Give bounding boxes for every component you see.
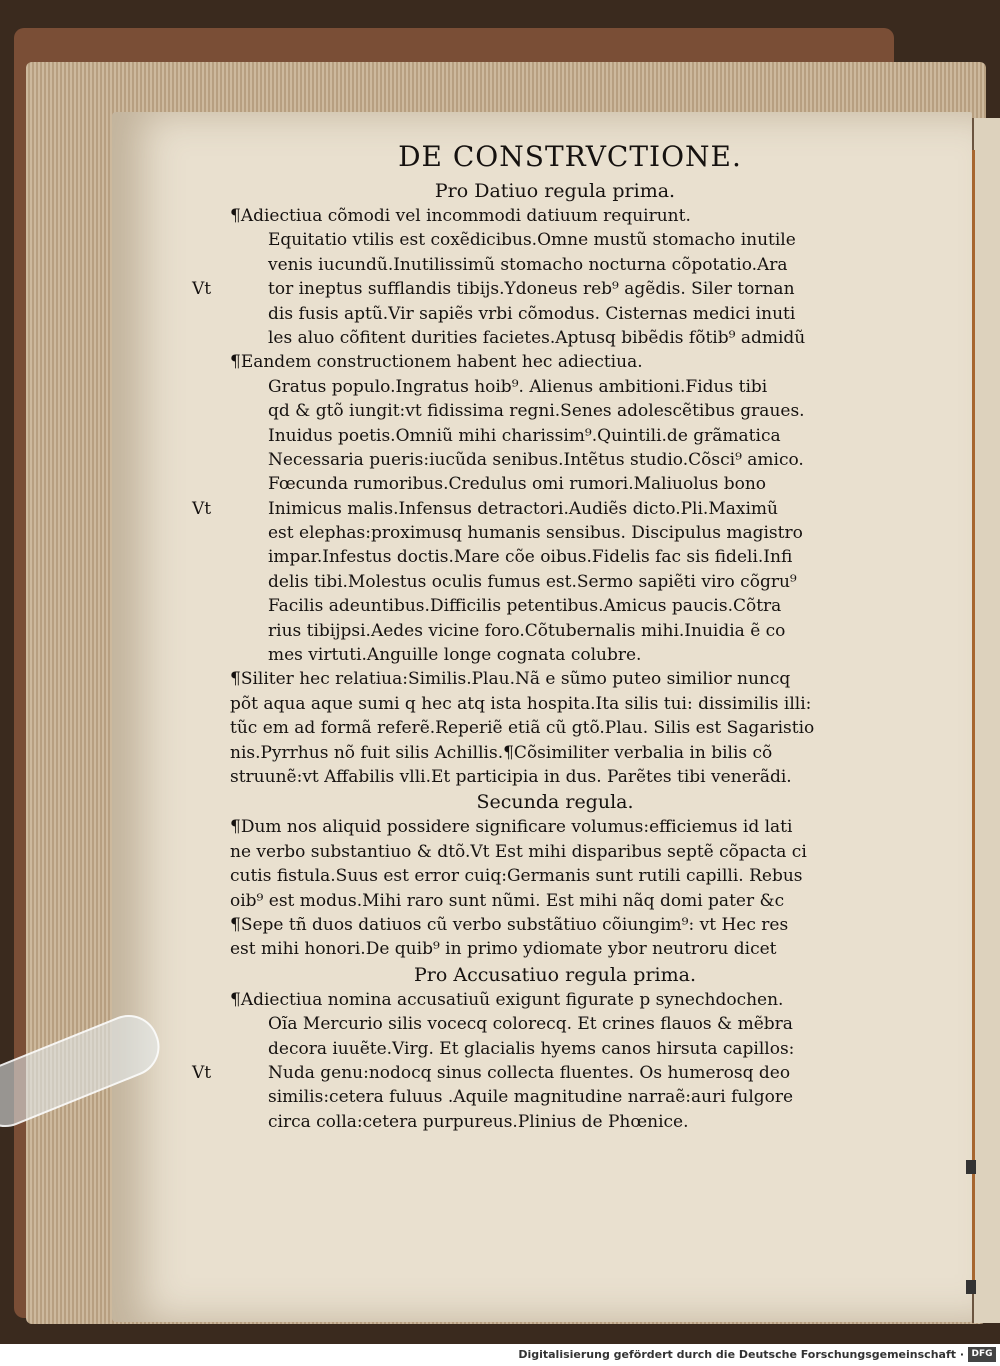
section-heading: Pro Accusatiuo regula prima. <box>414 963 696 986</box>
text-line <box>230 988 880 1012</box>
text-line <box>230 521 880 545</box>
text-line <box>230 375 880 399</box>
line-text: Nuda genu:nodocq sinus collecta fluentes. Os humerosq deo <box>268 1062 791 1083</box>
footer-bar <box>0 1344 1000 1366</box>
funding-credit: Digitalisierung gefördert durch die Deutsche Forschungsgemeinschaft · <box>518 1348 964 1361</box>
text-line <box>230 741 880 765</box>
text-block-second-rule <box>230 815 880 961</box>
line-text: põt aqua aque sumi q hec atq ista hospita.Ita silis tui: dissimilis illi: <box>230 693 812 714</box>
line-text: est mihi honori.De quib⁹ in primo ydiomate ybor neutroru dicet <box>230 939 777 960</box>
line-text: ¶Dum nos aliquid possidere significare volumus:efficiemus id lati <box>230 817 793 838</box>
line-text: decora iuuẽte.Virg. Et glacialis hyems canos hirsuta capillos: <box>268 1038 795 1059</box>
line-text: Necessaria pueris:iucũda senibus.Intẽtus studio.Cõsci⁹ amico. <box>268 449 804 470</box>
margin-vt-mark: Vt <box>192 1062 212 1083</box>
text-line <box>230 815 880 839</box>
text-line <box>230 424 880 448</box>
line-text: Fœcunda rumoribus.Credulus omi rumori.Maliuolus bono <box>268 474 767 495</box>
margin-vt-mark: Vt <box>192 279 212 300</box>
ink-mark <box>966 1160 976 1174</box>
text-line <box>192 497 880 521</box>
line-text: est elephas:proximusq humanis sensibus. Discipulus magistro <box>268 523 803 544</box>
text-line <box>230 399 880 423</box>
line-text: tor ineptus sufflandis tibijs.Ydoneus reb⁹ agẽdis. Siler tornan <box>268 279 795 300</box>
text-line <box>230 889 880 913</box>
line-text: struunẽ:vt Affabilis vlli.Et participia in dus. Parẽtes tibi venerãdi. <box>230 766 792 787</box>
text-line <box>230 643 880 667</box>
line-text: nis.Pyrrhus nõ fuit silis Achillis.¶Cõsimiliter verbalia in bilis cõ <box>230 742 773 763</box>
text-line <box>230 326 880 350</box>
text-line <box>230 1085 880 1109</box>
section-heading: Secunda regula. <box>476 791 634 814</box>
text-block-dative <box>192 204 880 789</box>
text-line <box>230 1012 880 1036</box>
text-line <box>230 302 880 326</box>
line-text: Equitatio vtilis est coxẽdicibus.Omne mustũ stomacho inutile <box>268 230 796 251</box>
text-line <box>230 716 880 740</box>
bookmark-ribbon <box>972 150 975 1280</box>
line-text: ¶Adiectiua nomina accusatiuũ exigunt figurate p synechdochen. <box>230 989 784 1010</box>
text-line <box>192 1061 880 1085</box>
line-text: dis fusis aptũ.Vir sapiẽs vrbi cõmodus. Cisternas medici inuti <box>268 303 796 324</box>
section-heading: Pro Datiuo regula prima. <box>434 180 676 202</box>
printed-text <box>192 140 880 1134</box>
right-page-edge <box>972 118 1000 1323</box>
text-line <box>230 840 880 864</box>
line-text: ne verbo substantiuo & dtõ.Vt Est mihi disparibus septẽ cõpacta ci <box>230 841 807 862</box>
page-title: DE CONSTRVCTIONE. <box>398 140 742 173</box>
text-line <box>230 350 880 374</box>
text-line <box>230 667 880 691</box>
line-text: cutis fistula.Suus est error cuiq:Germanis sunt rutili capilli. Rebus <box>230 866 803 887</box>
line-text: ¶Adiectiua cõmodi vel incommodi datiuum requirunt. <box>230 206 691 226</box>
line-text: Facilis adeuntibus.Difficilis petentibus.Amicus paucis.Cõtra <box>268 596 782 617</box>
line-text: similis:cetera fuluus .Aquile magnitudine narraẽ:auri fulgore <box>268 1087 794 1108</box>
line-text: ¶Sepe tñ duos datiuos cũ verbo substãtiuo cõiungim⁹: vt Hec res <box>230 914 789 935</box>
text-line <box>230 913 880 937</box>
line-text: venis iucundũ.Inutilissimũ stomacho nocturna cõpotatio.Ara <box>268 254 788 275</box>
line-text: impar.Infestus doctis.Mare cõe oibus.Fidelis fac sis fideli.Infi <box>268 547 793 568</box>
line-text: les aluo cõfitent durities facietes.Aptusq bibẽdis fõtib⁹ admidũ <box>268 327 806 348</box>
line-text: Oĩa Mercurio silis vocecq colorecq. Et crines flauos & mẽbra <box>268 1014 793 1035</box>
text-line <box>230 228 880 252</box>
line-text: delis tibi.Molestus oculis fumus est.Sermo sapiẽti viro cõgru⁹ <box>268 571 797 592</box>
line-text: Inuidus poetis.Omniũ mihi charissim⁹.Quintili.de grãmatica <box>268 425 781 446</box>
text-line <box>230 1110 880 1134</box>
line-text: rius tibijpsi.Aedes vicine foro.Cõtubernalis mihi.Inuidia ẽ co <box>268 620 786 641</box>
line-text: mes virtuti.Anguille longe cognata colubre. <box>268 645 642 666</box>
text-line <box>230 594 880 618</box>
text-line <box>230 545 880 569</box>
text-line <box>230 448 880 472</box>
ink-mark <box>966 1280 976 1294</box>
text-line <box>230 570 880 594</box>
text-line <box>230 692 880 716</box>
line-text: circa colla:cetera purpureus.Plinius de Phœnice. <box>268 1111 689 1132</box>
line-text: ¶Eandem constructionem habent hec adiectiua. <box>230 352 643 373</box>
line-text: Gratus populo.Ingratus hoib⁹. Alienus ambitioni.Fidus tibi <box>268 376 768 397</box>
margin-vt-mark: Vt <box>192 498 212 519</box>
text-line <box>230 864 880 888</box>
text-line <box>230 204 880 228</box>
text-line <box>230 253 880 277</box>
line-text: qd & gtõ iungit:vt fidissima regni.Senes adolescẽtibus graues. <box>268 401 805 422</box>
line-text: tũc em ad formã referẽ.Reperiẽ etiã cũ gtõ.Plau. Silis est Sagaristio <box>230 718 815 739</box>
text-line <box>230 472 880 496</box>
line-text: oib⁹ est modus.Mihi raro sunt nũmi. Est mihi nãq domi pater &c <box>230 890 785 911</box>
text-line <box>230 765 880 789</box>
text-line <box>230 619 880 643</box>
text-line <box>230 1037 880 1061</box>
line-text: Inimicus malis.Infensus detractori.Audiẽs dicto.Pli.Maximũ <box>268 498 778 519</box>
text-line <box>192 277 880 301</box>
dfg-logo: DFG <box>968 1347 996 1362</box>
text-line <box>230 937 880 961</box>
line-text: ¶Siliter hec relatiua:Similis.Plau.Nã e sũmo puteo similior nuncq <box>230 669 791 690</box>
text-block-accusative <box>192 988 880 1134</box>
